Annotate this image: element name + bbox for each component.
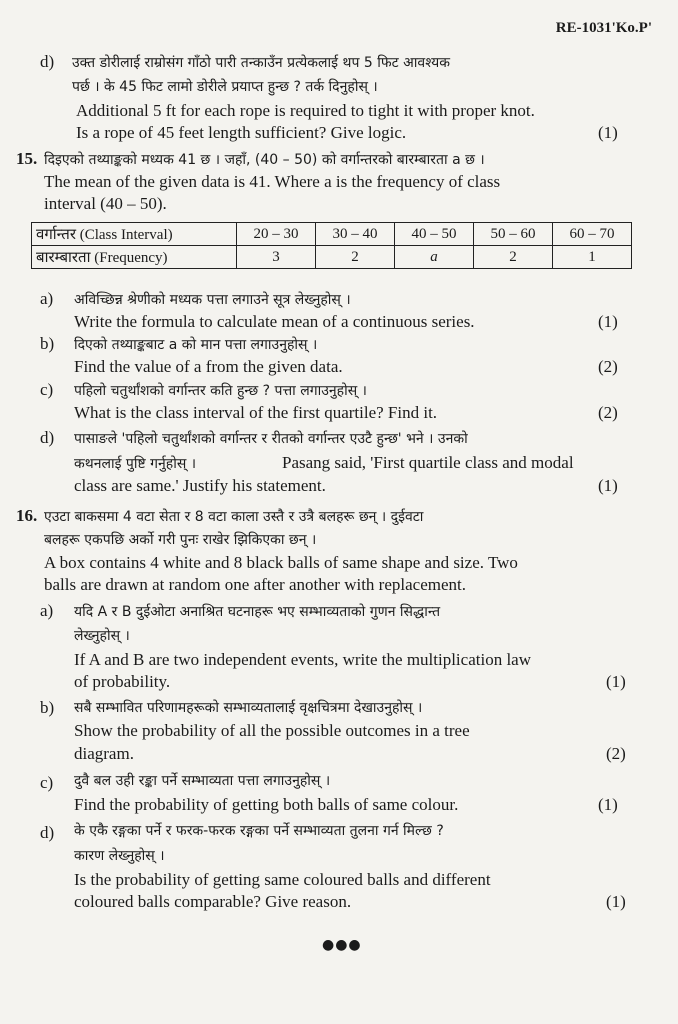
q15a-english: Write the formula to calculate mean of a continuous series.: [74, 312, 475, 331]
q16c-nepali: दुवै बल उही रङ्का पर्ने सम्भाव्यता पत्ता लगाउनुहोस् ।: [74, 773, 331, 789]
q14d-english-line2: Is a rope of 45 feet length sufficient? Give logic.: [76, 123, 407, 142]
q16b-marks: (2): [606, 744, 626, 763]
q15a-label: a): [40, 289, 54, 308]
q15-nepali-stem: दिइएको तथ्याङ्कको मध्यक 41 छ । जहाँ, (40 – 50) को वर्गान्तरको बारम्बारता a छ ।: [44, 152, 485, 168]
q16-nepali-line1: एउटा बाकसमा 4 वटा सेता र 8 वटा काला उस्तै र उत्रै बलहरू छन् । दुईवटा: [44, 509, 424, 525]
q16d-nepali-line2: कारण लेख्नुहोस् ।: [74, 848, 165, 864]
table-cell-interval: 40 – 50: [395, 223, 474, 246]
q16d-english-line2: coloured balls comparable? Give reason.: [74, 892, 352, 911]
q16-nepali-line2: बलहरू एकपछि अर्को गरी पुनः राखेर झिकिएका छन् ।: [44, 532, 317, 548]
q15-number: 15.: [16, 149, 38, 168]
q14d-label: d): [40, 52, 55, 71]
paper-code: RE-1031'Ko.P': [555, 20, 652, 36]
frequency-table: [31, 222, 632, 269]
q14d-marks: (1): [598, 123, 618, 142]
q14d-nepali-line1: उक्त डोरीलाई राम्रोसंग गाँठो पारी तन्काउँन प्रत्येकलाई थप 5 फिट आवश्यक: [72, 55, 451, 71]
q16a-english-line2: of probability.: [74, 672, 171, 691]
table-cell-interval: 30 – 40: [316, 223, 395, 246]
table-header-frequency: बारम्बारता (Frequency): [32, 246, 237, 269]
q16d-label: d): [40, 823, 55, 842]
q16c-label: c): [40, 773, 54, 792]
q16d-marks: (1): [606, 892, 626, 911]
q16-english-line2: balls are drawn at random one after another with replacement.: [44, 575, 466, 594]
q15b-nepali: दिएको तथ्याङ्कबाट a को मान पत्ता लगाउनुहोस् ।: [74, 337, 318, 353]
q16-number: 16.: [16, 506, 38, 525]
q16-english-line1: A box contains 4 white and 8 black balls of same shape and size. Two: [44, 553, 518, 572]
table-cell-frequency: 3: [237, 246, 316, 269]
q16c-marks: (1): [598, 795, 618, 814]
table-cell-interval: 60 – 70: [553, 223, 632, 246]
q16b-english-line2: diagram.: [74, 744, 134, 763]
q16a-label: a): [40, 601, 54, 620]
q15-english-line1: The mean of the given data is 41. Where a is the frequency of class: [44, 172, 501, 191]
q15b-marks: (2): [598, 357, 618, 376]
q16d-nepali-line1: के एकै रङ्गका पर्ने र फरक-फरक रङ्गका पर्ने सम्भाव्यता तुलना गर्न मिल्छ ?: [74, 823, 444, 839]
q15d-label: d): [40, 428, 55, 447]
q14d-english-line1: Additional 5 ft for each rope is required to tight it with proper knot.: [76, 101, 535, 120]
q15d-nepali-line2: कथनलाई पुष्टि गर्नुहोस् ।: [74, 456, 197, 472]
q15c-english: What is the class interval of the first quartile? Find it.: [74, 403, 438, 422]
table-row-intervals: [32, 223, 632, 246]
q15d-english-inline: Pasang said, 'First quartile class and modal: [282, 453, 574, 472]
q15c-marks: (2): [598, 403, 618, 422]
q15c-label: c): [40, 380, 54, 399]
table-row-frequencies: [32, 246, 632, 269]
q15d-nepali-line1: पासाङले 'पहिलो चतुर्थांशको वर्गान्तर र रीतको वर्गान्तर एउटै हुन्छ' भने । उनको: [74, 431, 468, 447]
q16a-nepali-line1: यदि A र B दुईओटा अनाश्रित घटनाहरू भए सम्भाव्यताको गुणन सिद्धान्त: [74, 604, 441, 620]
q15b-english: Find the value of a from the given data.: [74, 357, 343, 376]
q16b-nepali: सबै सम्भावित परिणामहरूको सम्भाव्यतालाई वृक्षचित्रमा देखाउनुहोस् ।: [74, 700, 423, 716]
q15a-marks: (1): [598, 312, 618, 331]
table-cell-frequency: 1: [553, 246, 632, 269]
table-cell-interval: 50 – 60: [474, 223, 553, 246]
table-cell-interval: 20 – 30: [237, 223, 316, 246]
q15d-english-line2: class are same.' Justify his statement.: [74, 476, 326, 495]
q16a-marks: (1): [606, 672, 626, 691]
q15a-nepali: अविच्छिन्न श्रेणीको मध्यक पत्ता लगाउने सूत्र लेख्नुहोस् ।: [74, 292, 351, 308]
q15-english-line2: interval (40 – 50).: [44, 194, 167, 213]
q14d-nepali-line2: पर्छ । के 45 फिट लामो डोरीले प्रयाप्त हुन्छ ? तर्क दिनुहोस् ।: [72, 79, 378, 95]
table-cell-frequency: a: [395, 246, 474, 269]
q16c-english: Find the probability of getting both balls of same colour.: [74, 795, 459, 814]
q16d-english-line1: Is the probability of getting same coloured balls and different: [74, 870, 491, 889]
q16a-english-line1: If A and B are two independent events, write the multiplication law: [74, 650, 531, 669]
q15b-label: b): [40, 334, 55, 353]
table-header-class-interval: वर्गान्तर (Class Interval): [32, 223, 237, 246]
end-dots: ●●●: [322, 937, 362, 953]
q16a-nepali-line2: लेख्नुहोस् ।: [74, 628, 130, 644]
q15d-marks: (1): [598, 476, 618, 495]
table-cell-frequency: 2: [474, 246, 553, 269]
q16b-english-line1: Show the probability of all the possible outcomes in a tree: [74, 721, 470, 740]
q15c-nepali: पहिलो चतुर्थांशको वर्गान्तर कति हुन्छ ? पत्ता लगाउनुहोस् ।: [74, 383, 367, 399]
q16b-label: b): [40, 698, 55, 717]
table-cell-frequency: 2: [316, 246, 395, 269]
